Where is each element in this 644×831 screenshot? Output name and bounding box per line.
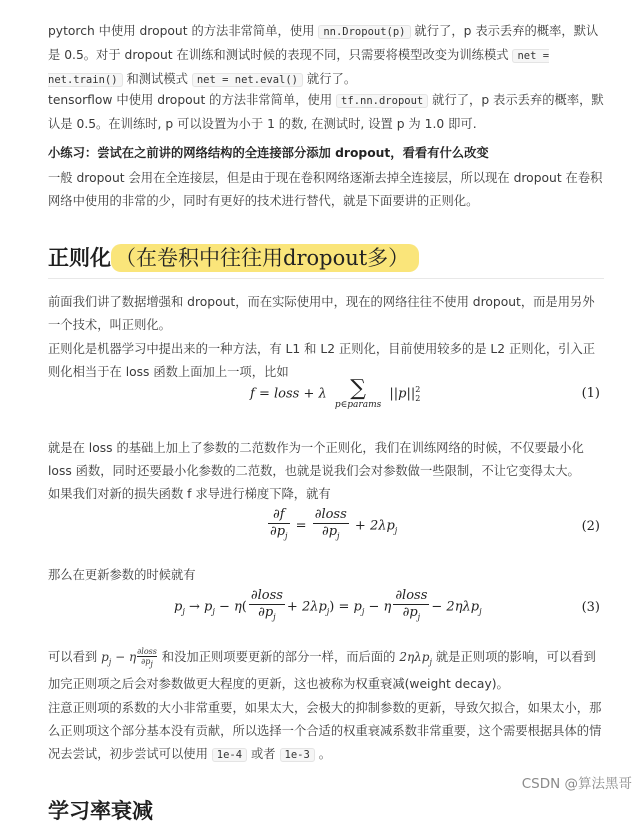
equation-number: (1) bbox=[581, 386, 600, 401]
text: 就行了，p 表示丢弃的概率，默认是 0.5。对于 dropout 在训练和测试时候的表现不同，只需要将模型改变为训练模式 bbox=[48, 24, 599, 62]
text: 。 bbox=[314, 747, 332, 761]
highlight-note: （在卷积中往往用dropout多） bbox=[111, 244, 419, 272]
inline-code: net = net.train() bbox=[48, 50, 550, 86]
text: 可以看到 bbox=[48, 650, 102, 664]
csdn-watermark: CSDN @算法黑哥 bbox=[521, 776, 632, 792]
inline-code: nn.Dropout(p) bbox=[318, 25, 410, 39]
text: 和没加正则项要更新的部分一样，而后面的 bbox=[157, 650, 400, 664]
equation-1: f = loss + λ ∑ p∈params ||p|| 2 2 (1) bbox=[250, 376, 600, 410]
section-heading-lr-decay: 学习率衰减 bbox=[48, 799, 153, 823]
inline-math: $p_j - \eta$ $\frac{\text{∂loss}}{\partial p_j}$ bbox=[101, 646, 157, 669]
inline-math: 2ηλp$_j$ bbox=[399, 650, 432, 667]
text: 注意正则项的系数的大小非常重要，如果太大，会极大的抑制参数的更新，导致欠拟合，如果太小，那么正则项这个部分基本没有贡献，所以选择一个合适的权重衰减系数非常重要，这个需要根据具体的情况去尝试，初步尝试可以使用 bbox=[48, 701, 602, 761]
inline-code: 1e-4 bbox=[212, 748, 247, 762]
paragraph-coefficient bbox=[48, 697, 604, 767]
paragraph-pytorch-dropout bbox=[48, 20, 604, 92]
inline-code: net = net.eval() bbox=[192, 73, 303, 87]
paragraph-l2: 正则化是机器学习中提出来的一种方法，有 L1 和 L2 正则化，目前使用较多的是 L2 正则化，引入正则化相当于在 loss 函数上面加上一项，比如 bbox=[48, 342, 596, 379]
inline-code: 1e-3 bbox=[280, 748, 315, 762]
text: 就行了，p 表示丢弃的概率，默认是 0.5。在训练时, p 可以设置为小于 1 的数, 在测试时, 设置 p 为 1.0 即可. bbox=[48, 93, 604, 131]
equation-3: $p_j \to p_j - \eta$( $\frac{\text{∂loss}}{\partial p_j}$ + $2\lambda p_j) = p_j - \eta$ $\frac{\text{∂loss}}{\partial p_j}$ − 2ηλp$_j$ (3) bbox=[174, 588, 600, 622]
paragraph-dropout-usage: 一般 dropout 会用在全连接层，但是由于现在卷积网络逐渐去掉全连接层，所以现在 dropout 在卷积网络中使用的非常的少，同时有更好的技术进行替代，就是下面要讲的正则化。 bbox=[48, 171, 603, 208]
paragraph-l2-explanation: 就是在 loss 的基础上加上了参数的二范数作为一个正则化，我们在训练网络的时候，不仅要最小化 loss 函数，同时还要最小化参数的二范数，也就是说我们会对参数做一些限制，不让它变得太大。 bbox=[48, 441, 584, 478]
text: 就是正则项的影响，可以看到加完正则项之后会对参数做更大程度的更新，这也被称为权重衰减(weight decay)。 bbox=[48, 650, 596, 692]
text: 或者 bbox=[247, 747, 280, 761]
equation-number: (3) bbox=[581, 600, 600, 615]
paragraph-update: 那么在更新参数的时候就有 bbox=[48, 568, 196, 582]
section-heading-regularization bbox=[48, 242, 604, 279]
paragraph-weight-decay bbox=[48, 646, 604, 696]
text: pytorch 中使用 dropout 的方法非常简单，使用 bbox=[48, 24, 319, 38]
equation-number: (2) bbox=[581, 519, 600, 534]
inline-code: tf.nn.dropout bbox=[336, 94, 428, 108]
heading-text: 正则化 bbox=[48, 246, 111, 270]
text: 就行了。 bbox=[303, 72, 357, 86]
paragraph-intro-regularization: 前面我们讲了数据增强和 dropout，而在实际使用中，现在的网络往往不使用 dropout，而是用另外一个技术，叫正则化。 bbox=[48, 295, 595, 332]
paragraph-tensorflow-dropout bbox=[48, 89, 604, 136]
exercise-note: 小练习：尝试在之前讲的网络结构的全连接部分添加 dropout，看看有什么改变 bbox=[48, 146, 489, 160]
text: 和测试模式 bbox=[122, 72, 192, 86]
text: tensorflow 中使用 dropout 的方法非常简单，使用 bbox=[48, 93, 337, 107]
paragraph-gradient: 如果我们对新的损失函数 f 求导进行梯度下降，就有 bbox=[48, 487, 331, 501]
equation-2: $\frac{\partial f}{\partial p_j}$ = $\frac{\text{∂loss}}{\partial p_j}$ + $2\lambda p_j$ (2) bbox=[270, 507, 600, 541]
